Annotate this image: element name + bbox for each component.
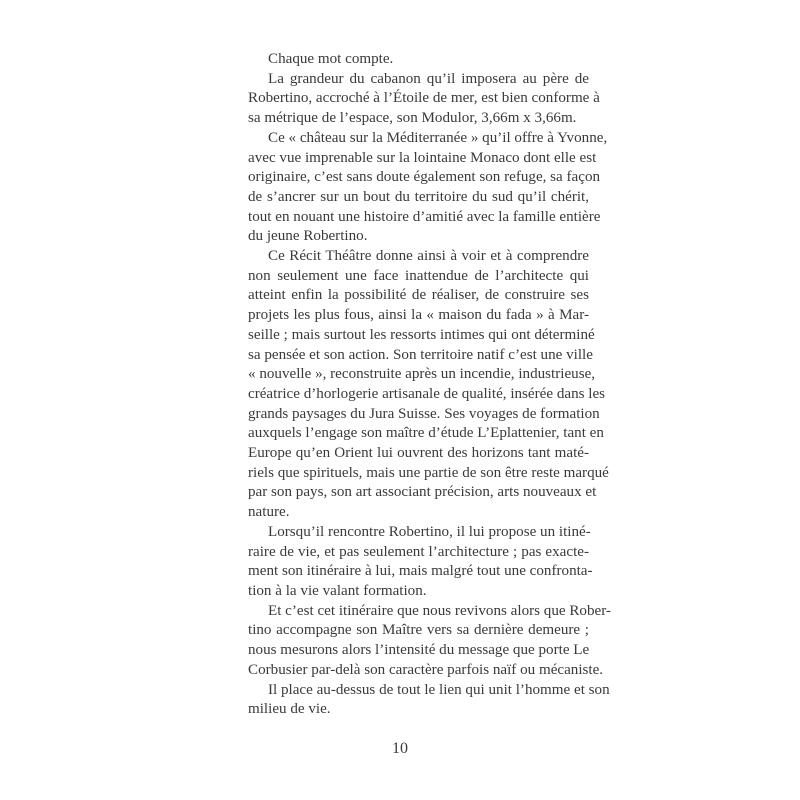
text-line: originaire, c’est sans doute également son refuge, sa façon (248, 169, 601, 186)
text-line: La grandeur du cabanon qu’il imposera au père de (268, 70, 589, 87)
text-line: créatrice d’horlogerie artisanale de qualité, insérée dans les (248, 385, 606, 402)
text-line: riels que spirituels, mais une partie de son être reste marqué (248, 464, 609, 481)
text-line: de s’ancrer sur un bout du territoire du sud qu’il chérit, (248, 188, 589, 205)
text-line: Ce « château sur la Méditerranée » qu’il offre à Yvonne, (268, 129, 608, 146)
text-line: Il place au-dessus de tout le lien qui unit l’homme et son (268, 681, 610, 698)
text-line: Corbusier par-delà son caractère parfois naïf ou mécaniste. (248, 661, 604, 678)
text-line: nous mesurons alors l’intensité du message que porte Le (248, 642, 590, 659)
paragraph (227, 681, 610, 720)
text-line: tino accompagne son Maître vers sa dernière demeure ; (248, 622, 589, 639)
text-line: ment son itinéraire à lui, mais malgré tout une confronta- (248, 563, 593, 580)
paragraph (227, 50, 589, 70)
text-line: « nouvelle », reconstruite après un incendie, industrieuse, (248, 366, 596, 383)
text-line: du jeune Robertino. (248, 228, 368, 245)
text-line: tout en nouant une histoire d’amitié avec la famille entière (248, 208, 601, 225)
text-line: avec vue imprenable sur la lointaine Monaco dont elle est (248, 149, 597, 166)
page-body (227, 50, 611, 720)
text-line: auxquels l’engage son maître d’étude L’Eplattenier, tant en (248, 425, 604, 442)
paragraph (227, 129, 608, 247)
text-line: par son pays, son art associant précision, arts nouveaux et (248, 484, 597, 501)
text-line: Robertino, accroché à l’Étoile de mer, est bien conforme à (248, 90, 600, 107)
text-line: sa pensée et son action. Son territoire natif c’est une ville (248, 346, 593, 363)
text-line: Et c’est cet itinéraire que nous revivons alors que Rober- (268, 602, 611, 619)
page-number: 10 (392, 740, 408, 757)
text-line: Lorsqu’il rencontre Robertino, il lui propose un itiné- (268, 523, 591, 540)
paragraph (227, 523, 593, 602)
text-line: seille ; mais surtout les ressorts intimes qui ont déterminé (248, 326, 595, 343)
text-line: Chaque mot compte. (268, 51, 394, 67)
paragraph (227, 602, 611, 681)
text-line: non seulement une face inattendue de l’architecte qui (248, 267, 589, 284)
text-line: raire de vie, et pas seulement l’architecture ; pas exacte- (248, 543, 589, 560)
text-line: sa métrique de l’espace, son Modulor, 3,66m x 3,66m. (248, 110, 577, 127)
text-line: nature. (248, 504, 290, 521)
text-line: Europe qu’en Orient lui ouvrent des horizons tant maté- (248, 445, 589, 462)
paragraph (227, 70, 600, 129)
text-line: projets les plus fous, ainsi la « maison du fada » à Mar- (248, 307, 589, 324)
text-line: milieu de vie. (248, 701, 331, 718)
paragraph (227, 247, 609, 523)
text-line: atteint enfin la possibilité de réaliser, de construire ses (248, 287, 589, 304)
text-line: tion à la vie valant formation. (248, 582, 427, 599)
text-line: Ce Récit Théâtre donne ainsi à voir et à comprendre (268, 248, 589, 265)
text-line: grands paysages du Jura Suisse. Ses voyages de formation (248, 405, 600, 422)
